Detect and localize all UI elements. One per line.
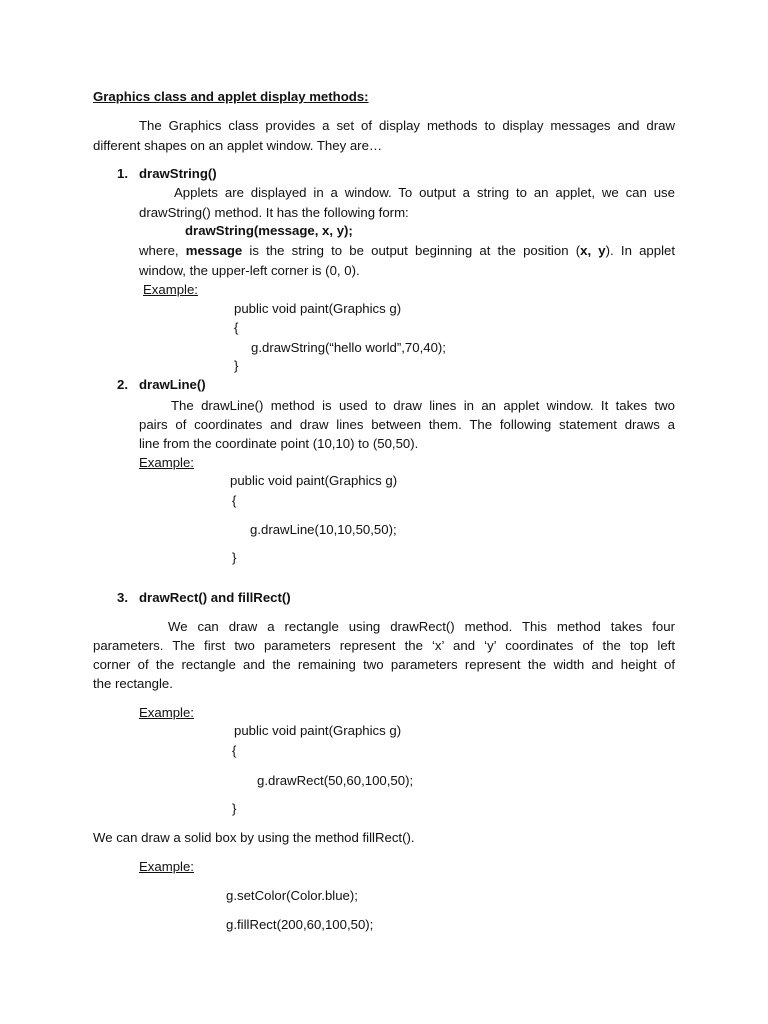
section-3-example2-label: Example: — [139, 859, 194, 874]
intro-line-1: The Graphics class provides a set of display methods to display messages and draw — [139, 118, 675, 133]
section-2-line-1: The drawLine() method is used to draw lines in an applet window. It takes two — [171, 398, 675, 413]
where-text-xy: x, y — [580, 243, 606, 258]
section-2-code-line-1: public void paint(Graphics g) — [230, 473, 398, 488]
section-1-number: 1. — [117, 166, 128, 181]
section-1-code-line-4: } — [234, 358, 239, 373]
section-1-example-label: Example: — [143, 282, 198, 297]
section-3-title: drawRect() and fillRect() — [139, 590, 291, 605]
section-3-line-2: parameters. The first two parameters represent the ‘x’ and ‘y’ coordinates of the top left — [93, 638, 675, 653]
section-1-code-line-1: public void paint(Graphics g) — [234, 301, 402, 316]
section-1-line-4: window, the upper-left corner is (0, 0). — [139, 263, 360, 278]
intro-line-2: different shapes on an applet window. They are… — [93, 138, 383, 153]
section-2-code-line-3: g.drawLine(10,10,50,50); — [250, 522, 397, 537]
section-3-code-line-2: { — [232, 743, 237, 758]
page-heading: Graphics class and applet display methods: — [93, 89, 369, 104]
section-1-code-line-3: g.drawString(“hello world”,70,40); — [251, 340, 446, 355]
section-2-code-line-4: } — [232, 550, 237, 565]
section-3-code2-line-2: g.fillRect(200,60,100,50); — [226, 917, 374, 932]
section-3-line-4: the rectangle. — [93, 676, 173, 691]
section-2-example-label: Example: — [139, 455, 194, 470]
section-3-code-line-3: g.drawRect(50,60,100,50); — [257, 773, 414, 788]
where-text-a: where, — [139, 243, 186, 258]
where-text-message: message — [185, 243, 243, 258]
section-1-where-line — [139, 242, 675, 259]
section-3-example-label: Example: — [139, 705, 194, 720]
section-1-line-1: Applets are displayed in a window. To output a string to an applet, we can use — [174, 185, 675, 200]
section-2-line-3: line from the coordinate point (10,10) to (50,50). — [139, 436, 419, 451]
section-3-code-line-1: public void paint(Graphics g) — [234, 723, 402, 738]
section-3-code-line-4: } — [232, 801, 237, 816]
section-2-title: drawLine() — [139, 377, 206, 392]
section-3-line-3: corner of the rectangle and the remaining two parameters represent the width and height of — [93, 657, 675, 672]
section-1-form: drawString(message, x, y); — [185, 223, 353, 238]
section-2-code-line-2: { — [232, 493, 237, 508]
section-1-line-2: drawString() method. It has the following form: — [139, 205, 409, 220]
section-3-code2-line-1: g.setColor(Color.blue); — [226, 888, 358, 903]
section-3-line-1: We can draw a rectangle using drawRect() method. This method takes four — [168, 619, 675, 634]
section-1-code-line-2: { — [234, 320, 239, 335]
where-text-e: ). In applet — [605, 243, 676, 258]
section-2-number: 2. — [117, 377, 128, 392]
solid-box-text: We can draw a solid box by using the method fillRect(). — [93, 830, 415, 845]
section-3-number: 3. — [117, 590, 128, 605]
section-2-line-2: pairs of coordinates and draw lines between them. The following statement draws a — [139, 417, 675, 432]
where-text-c: is the string to be output beginning at the position ( — [242, 243, 581, 258]
section-1-title: drawString() — [139, 166, 217, 181]
